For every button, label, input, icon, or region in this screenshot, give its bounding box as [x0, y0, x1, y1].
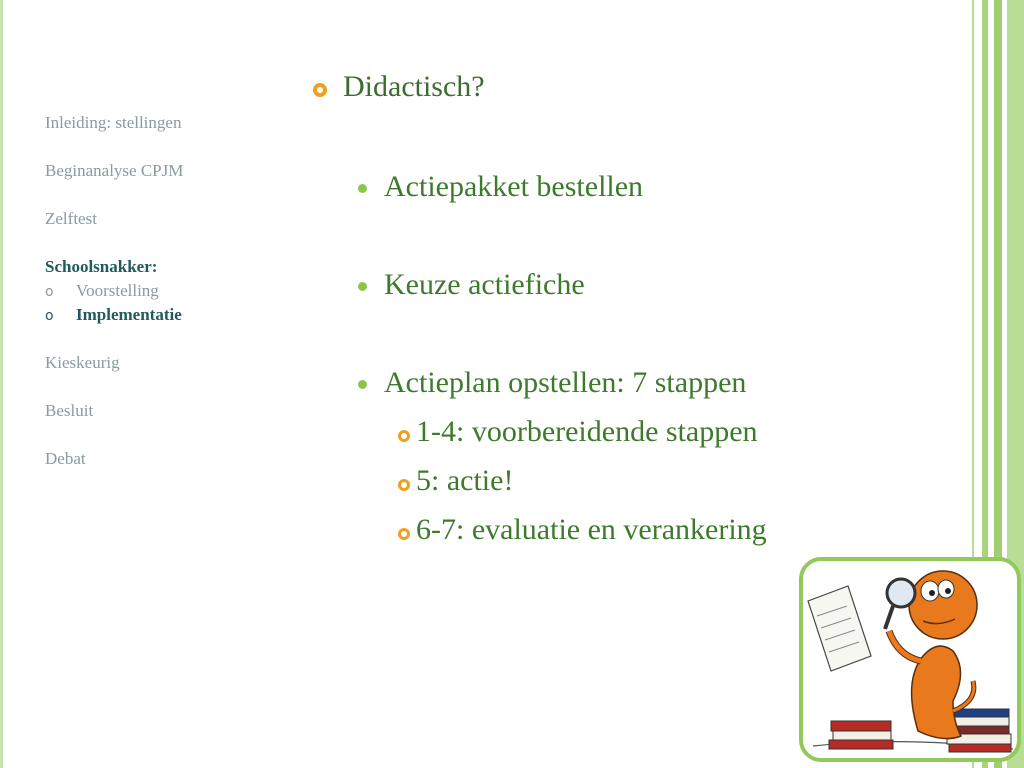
sidebar-subitem-label: Implementatie [76, 305, 182, 324]
ring-bullet-icon [398, 430, 410, 442]
sidebar-item-inleiding[interactable]: Inleiding: stellingen [45, 113, 182, 132]
sidebar-item-besluit[interactable]: Besluit [45, 401, 94, 420]
sidebar-item-zelftest[interactable]: Zelftest [45, 209, 97, 228]
ring-bullet-icon [313, 83, 327, 97]
subbullet-evaluatie: 6-7: evaluatie en verankering [416, 513, 767, 546]
dot-bullet-icon [358, 282, 367, 291]
slide-heading: Didactisch? [343, 70, 485, 103]
bullet-actiepakket: Actiepakket bestellen [384, 170, 644, 203]
bullet-keuze: Keuze actiefiche [384, 268, 585, 301]
ring-bullet-icon [398, 479, 410, 491]
bullet-actieplan: Actieplan opstellen: 7 stappen [384, 366, 747, 399]
cartoon-creature-with-magnifying-glass-icon [803, 561, 1017, 758]
subbullet-actie: 5: actie! [416, 464, 514, 497]
hollow-bullet-icon: o [45, 284, 54, 300]
ring-bullet-icon [398, 528, 410, 540]
sidebar-item-beginanalyse[interactable]: Beginanalyse CPJM [45, 161, 184, 180]
illustration-frame [799, 557, 1021, 762]
dot-bullet-icon [358, 184, 367, 193]
sidebar-subitem-label: Voorstelling [76, 281, 159, 300]
dot-bullet-icon [358, 380, 367, 389]
sidebar-item-debat[interactable]: Debat [45, 449, 86, 468]
sidebar-item-kieskeurig[interactable]: Kieskeurig [45, 353, 120, 372]
sidebar-item-schoolsnakker[interactable]: Schoolsnakker: [45, 257, 158, 276]
hollow-bullet-icon: o [45, 308, 54, 324]
subbullet-voorbereidend: 1-4: voorbereidende stappen [416, 415, 758, 448]
